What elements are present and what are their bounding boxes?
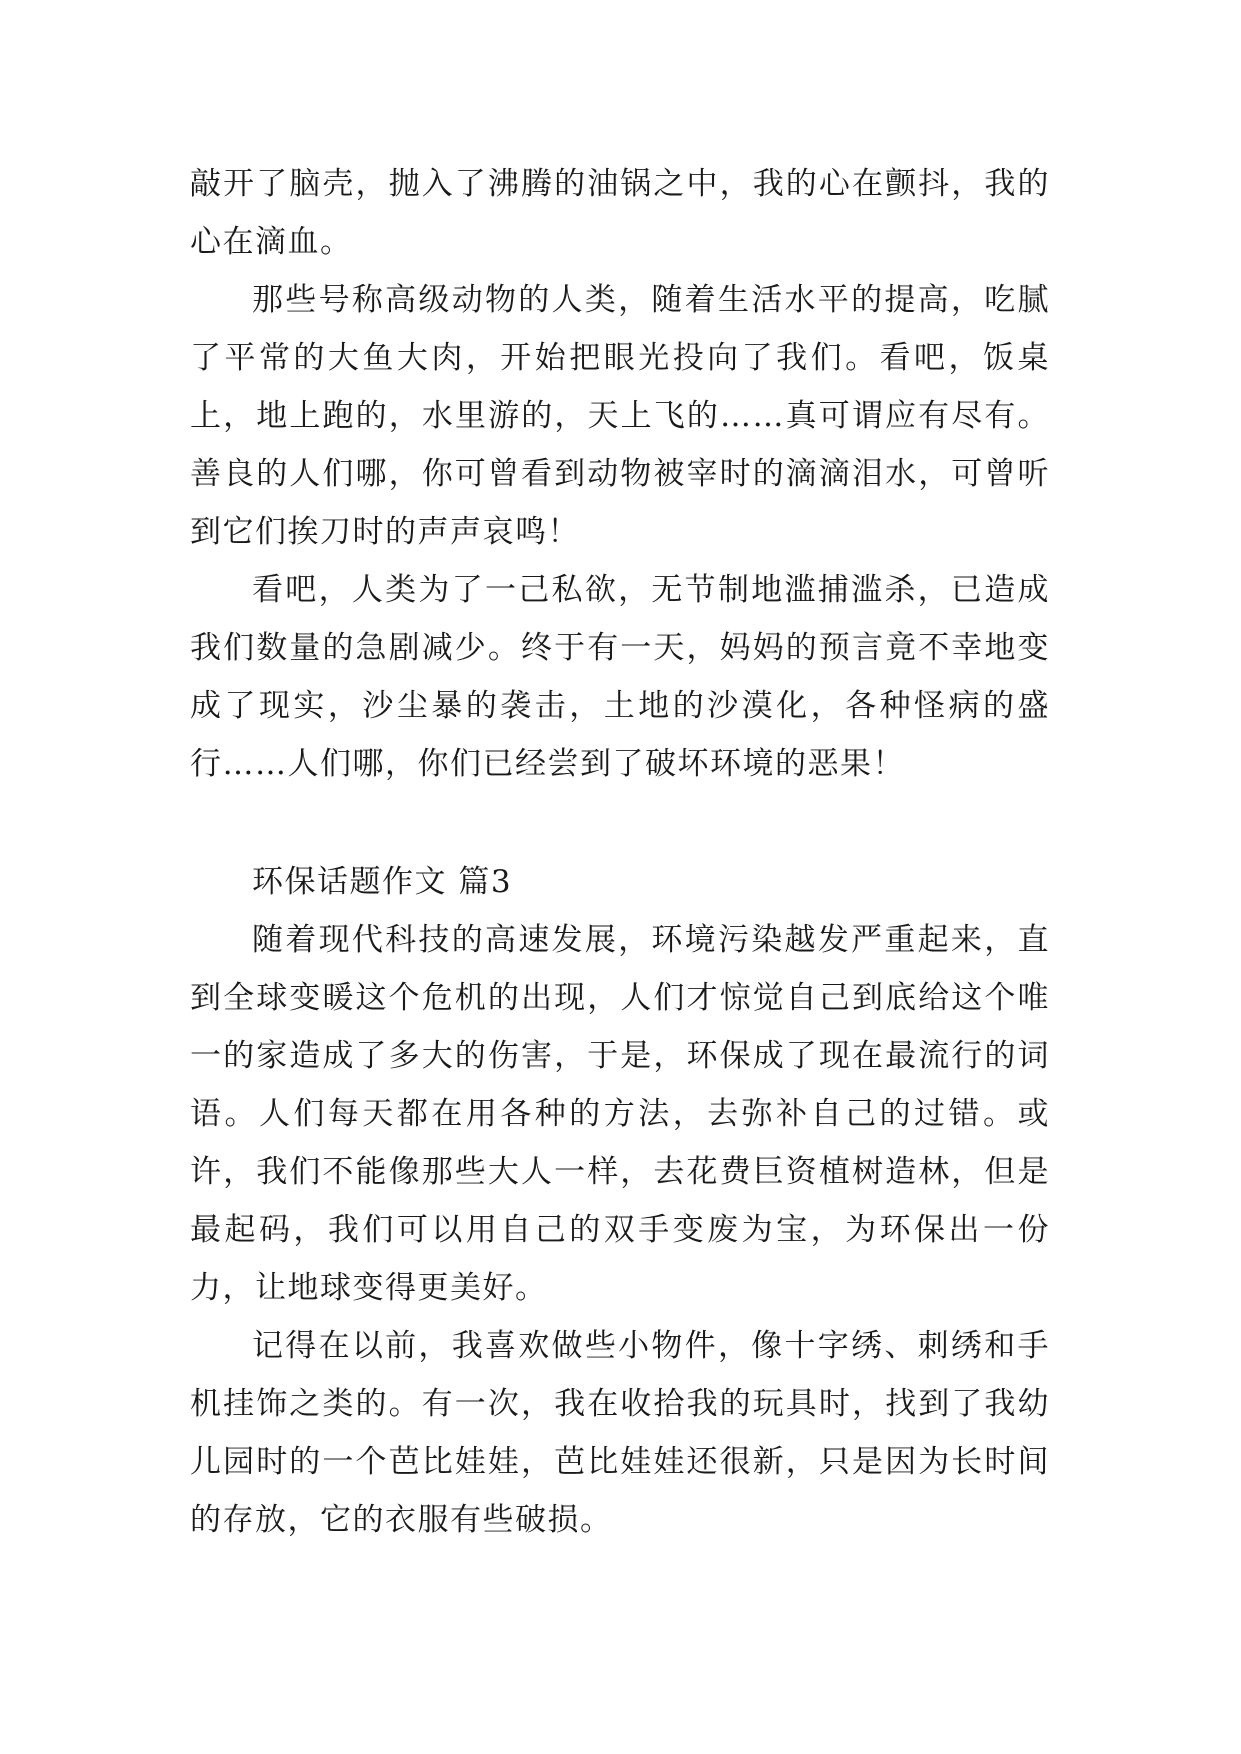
section-heading: 环保话题作文 篇3 — [252, 864, 513, 900]
paragraph: 随着现代科技的高速发展，环境污染越发严重起来，直到全球变暖这个危机的出现，人们才惊觉自己到底给这个唯一的家造成了多大的伤害，于是，环保成了现在最流行的词语。人们每天都在用各种的方法，去弥补自己的过错。或许，我们不能像那些大人一样，去花费巨资植树造林，但是最起码，我们可以用自己的双手变废为宝，为环保出一份力，让地球变得更美好。 — [190, 922, 1050, 1306]
paragraph: 记得在以前，我喜欢做些小物件，像十字绣、刺绣和手机挂饰之类的。有一次，我在收拾我的玩具时，找到了我幼儿园时的一个芭比娃娃，芭比娃娃还很新，只是因为长时间的存放，它的衣服有些破损。 — [190, 1328, 1050, 1538]
document-page — [190, 155, 1050, 1549]
paragraph: 那些号称高级动物的人类，随着生活水平的提高，吃腻了平常的大鱼大肉，开始把眼光投向了我们。看吧，饭桌上，地上跑的，水里游的，天上飞的……真可谓应有尽有。善良的人们哪，你可曾看到动物被宰时的滴滴泪水，可曾听到它们挨刀时的声声哀鸣！ — [190, 282, 1050, 550]
paragraph-continued: 敲开了脑壳，抛入了沸腾的油锅之中，我的心在颤抖，我的心在滴血。 — [190, 166, 1050, 260]
paragraph: 看吧，人类为了一己私欲，无节制地滥捕滥杀，已造成我们数量的急剧减少。终于有一天，妈妈的预言竟不幸地变成了现实，沙尘暴的袭击，土地的沙漠化，各种怪病的盛行……人们哪，你们已经尝到了破坏环境的恶果！ — [190, 572, 1050, 782]
